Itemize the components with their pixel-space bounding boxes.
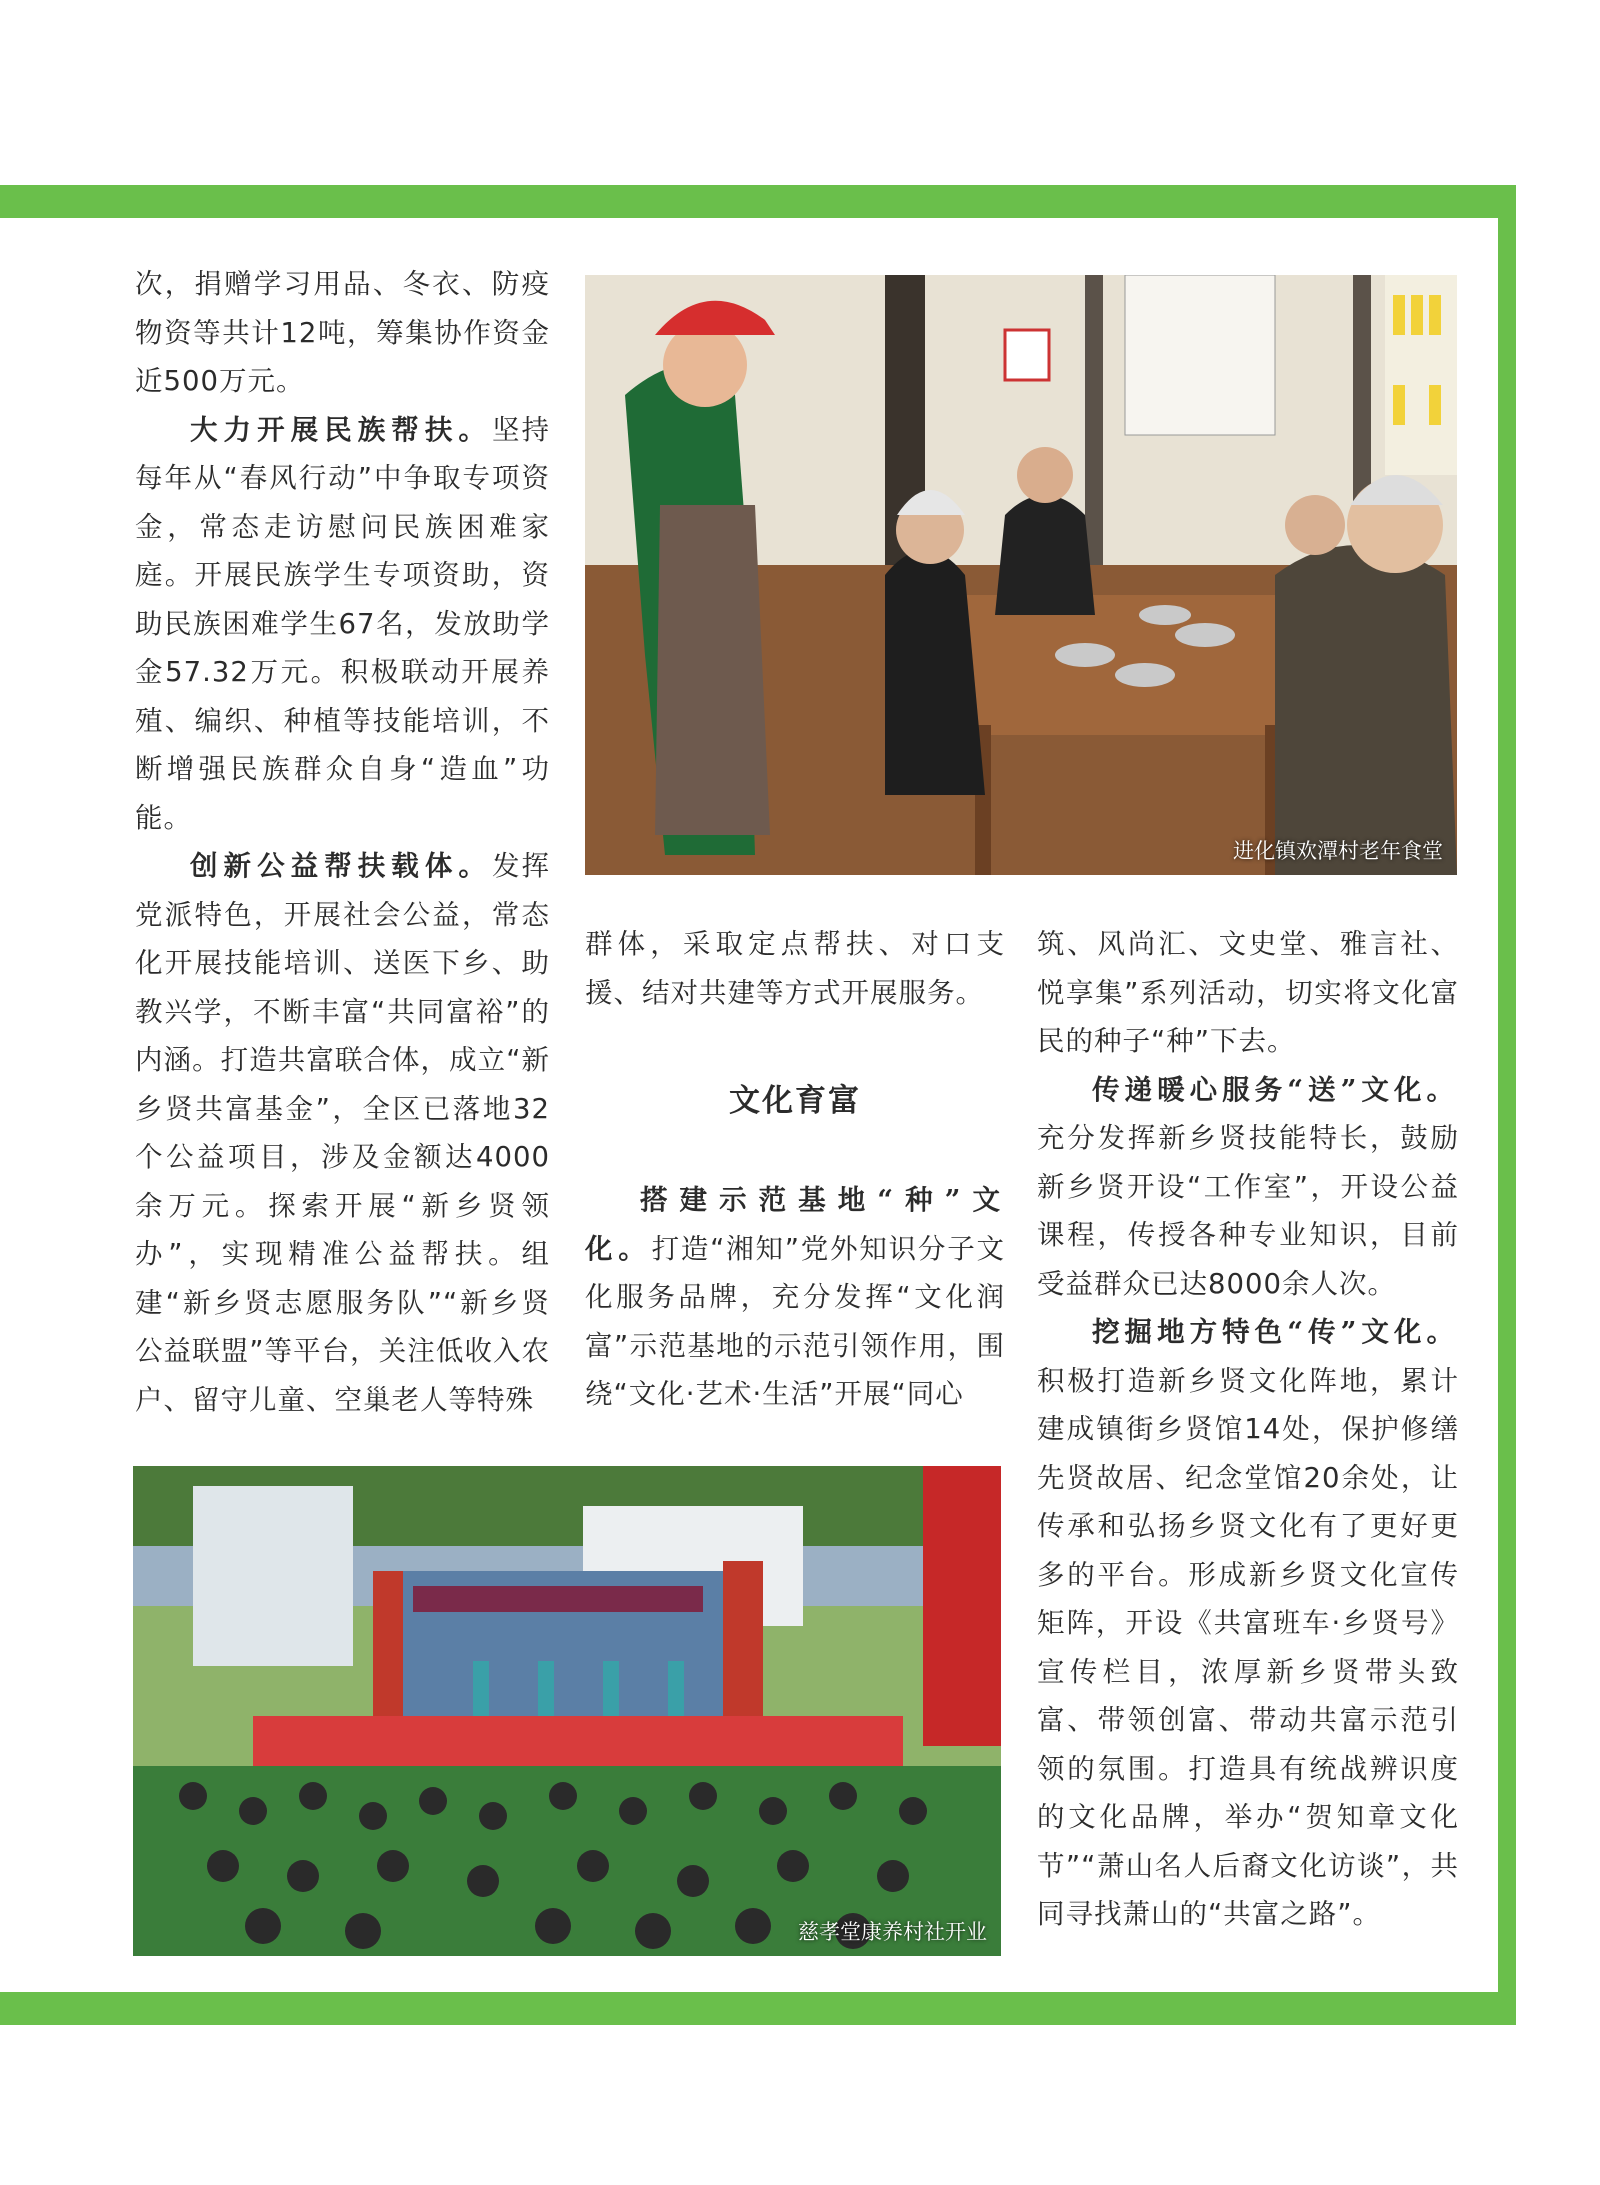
paragraph: 大力开展民族帮扶。坚持每年从“春风行动”中争取专项资金，常态走访慰问民族困难家庭。开展民族学生专项资助，资助民族困难学生67名，发放助学金57.32万元。积极联动开展养殖、编织、种植等技能培训，不断增强民族群众自身“造血”功能。 (135, 413, 551, 834)
photo-elderly-canteen (585, 275, 1457, 875)
text-column-3 (1037, 920, 1459, 1939)
paragraph-lead: 传递暖心服务“送”文化。 (1092, 1073, 1459, 1106)
paragraph-lead: 挖掘地方特色“传”文化。 (1092, 1316, 1459, 1348)
photo-caption: 进化镇欢潭村老年食堂 (1233, 839, 1443, 863)
ceremony-scene (133, 1466, 1001, 1956)
canteen-scene (585, 275, 1457, 875)
paragraph: 搭建示范基地“种”文化。打造“湘知”党外知识分子文化服务品牌，充分发挥“文化润富”示范基地的示范引领作用，围绕“文化·艺术·生活”开展“同心 (585, 1184, 1005, 1410)
photo-opening-ceremony (133, 1466, 1001, 1956)
section-heading: 文化育富 (729, 1083, 861, 1119)
paragraph: 筑、风尚汇、文史堂、雅言社、悦享集”系列活动，切实将文化富民的种子“种”下去。 (1037, 928, 1459, 1057)
photo-caption: 慈孝堂康养村社开业 (798, 1920, 987, 1944)
paragraph: 创新公益帮扶载体。发挥党派特色，开展社会公益，常态化开展技能培训、送医下乡、助教兴学，不断丰富“共同富裕”的内涵。打造共富联合体，成立“新乡贤共富基金”，全区已落地32个公益项目，涉及金额达4000余万元。探索开展“新乡贤领办”，实现精准公益帮扶。组建“新乡贤志愿服务队”“新乡贤公益联盟”等平台，关注低收入农户、留守儿童、空巢老人等特殊 (135, 850, 551, 1416)
text-column-2-lower (585, 1176, 1005, 1419)
paragraph: 次，捐赠学习用品、冬衣、防疫物资等共计12吨，筹集协作资金近500万元。 (135, 268, 550, 397)
text-column-1 (135, 260, 550, 1424)
paragraph-lead: 大力开展民族帮扶。 (190, 413, 492, 446)
paragraph-lead: 搭建示范基地“种”文化。 (585, 1184, 1005, 1265)
paragraph-lead: 创新公益帮扶载体。 (190, 850, 492, 882)
paragraph: 传递暖心服务“送”文化。充分发挥新乡贤技能特长，鼓励新乡贤开设“工作室”，开设公益课程，传授各种专业知识，目前受益群众已达8000余人次。 (1037, 1073, 1459, 1300)
text-column-2 (585, 920, 1005, 1017)
paragraph: 群体，采取定点帮扶、对口支援、结对共建等方式开展服务。 (585, 928, 1005, 1009)
paragraph: 挖掘地方特色“传”文化。积极打造新乡贤文化阵地，累计建成镇街乡贤馆14处，保护修缮先贤故居、纪念堂馆20余处，让传承和弘扬乡贤文化有了更好更多的平台。形成新乡贤文化宣传矩阵，开设《共富班车·乡贤号》宣传栏目，浓厚新乡贤带头致富、带领创富、带动共富示范引领的氛围。打造具有统战辨识度的文化品牌，举办“贺知章文化节”“萧山名人后裔文化访谈”，共同寻找萧山的“共富之路”。 (1037, 1316, 1459, 1930)
